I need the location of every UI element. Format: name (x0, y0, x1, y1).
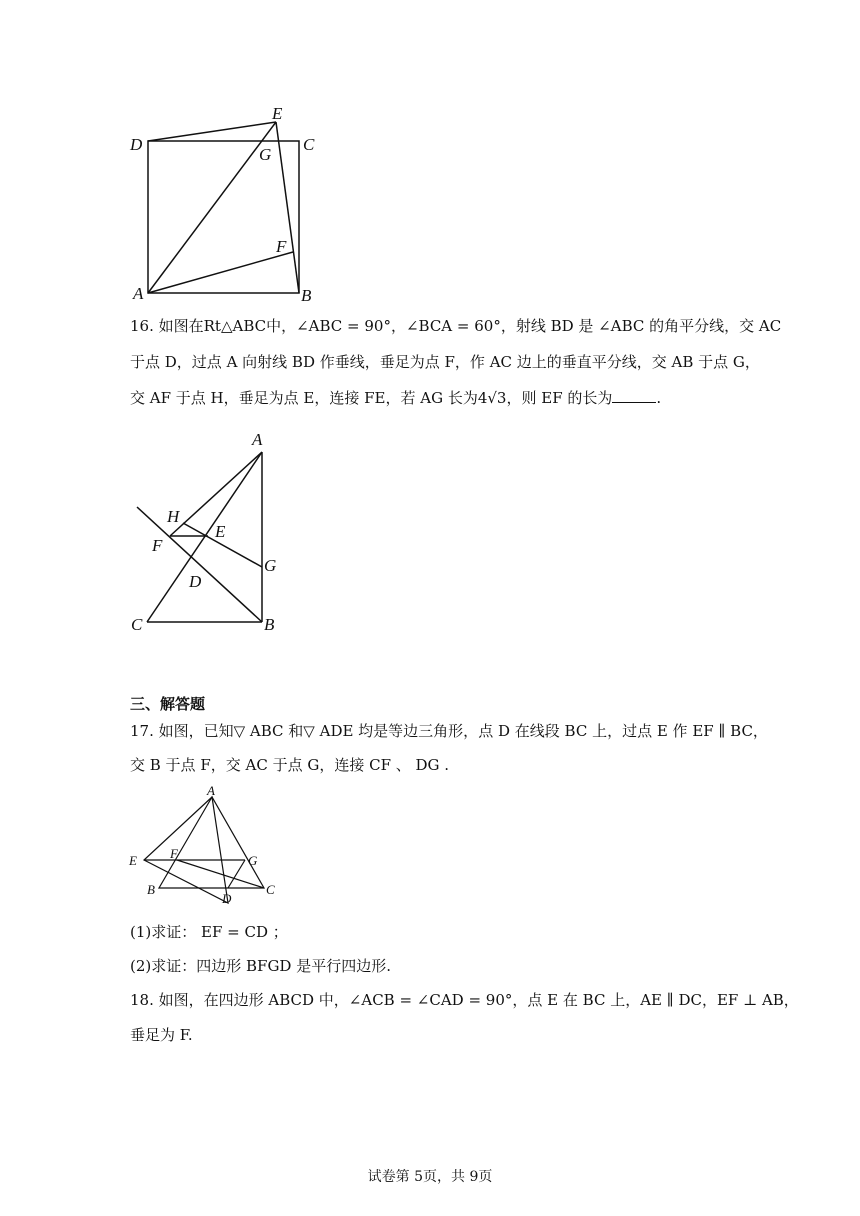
q16-line3 (130, 388, 730, 408)
label-e: E (272, 104, 283, 123)
square-abcd (148, 141, 299, 293)
segment-ca (147, 452, 262, 622)
section-heading: 三、解答题 (130, 695, 206, 713)
q16-ag-value: 4√3 (477, 389, 507, 407)
q17-line2: 交 B 于点 F，交 AC 于点 G，连接 CF 、 DG . (130, 756, 450, 774)
label-b: B (147, 882, 155, 897)
segment-eb (276, 122, 299, 293)
label-f: F (152, 536, 163, 555)
q17-line1: 17. 如图，已知▽ ABC 和▽ ADE 均是等边三角形，点 D 在线段 BC 上，过点 E 作 EF ∥ BC， (130, 722, 768, 740)
label-e: E (215, 522, 226, 541)
label-g: G (248, 853, 258, 868)
segment-dg (228, 860, 245, 888)
q16-line2: 于点 D，过点 A 向射线 BD 作垂线，垂足为点 F，作 AC 边上的垂直平分线，交 AB 于点 G， (130, 353, 760, 371)
label-f: F (170, 846, 178, 861)
segment-ae (148, 122, 276, 293)
label-f: F (276, 237, 287, 256)
figure-16 (125, 425, 295, 640)
page-footer: 试卷第 5页，共 9页 (367, 1169, 493, 1185)
label-b: B (264, 615, 275, 634)
q18-line1: 18. 如图，在四边形 ABCD 中，∠ACB = ∠CAD = 90°，点 E 在 BC 上，AE ∥ DC，EF ⊥ AB， (130, 991, 799, 1009)
label-d: D (189, 572, 202, 591)
segment-af (148, 252, 293, 293)
label-c: C (303, 135, 315, 154)
label-d: D (222, 891, 232, 905)
q18-line2: 垂足为 F. (130, 1026, 193, 1044)
figure-15 (125, 100, 325, 305)
label-c: C (131, 615, 143, 634)
q16-line3-a: 交 AF 于点 H，垂足为点 E，连接 FE，若 AG 长为 (130, 389, 478, 407)
label-b: B (301, 286, 312, 305)
label-a: A (133, 284, 144, 303)
q16-line1: 16. 如图在Rt△ABC中，∠ABC = 90°，∠BCA = 60°，射线 BD 是 ∠ABC 的角平分线，交 AC (130, 317, 782, 335)
q16-line3-b: ，则 EF 的长为 (506, 389, 613, 407)
label-d: D (130, 135, 143, 154)
triangle-ade (144, 797, 228, 903)
triangle-abc (159, 797, 264, 888)
segment-de (148, 122, 276, 141)
label-a: A (207, 785, 215, 798)
q16-line3-end: . (656, 389, 662, 407)
figure-17 (125, 785, 285, 905)
label-h: H (167, 507, 180, 526)
ray-bd (137, 507, 262, 622)
label-g: G (264, 556, 277, 575)
label-a: A (252, 430, 263, 449)
label-e: E (129, 853, 137, 868)
label-c: C (266, 882, 275, 897)
label-g: G (259, 145, 272, 164)
q17-part1: (1)求证： EF = CD ； (130, 923, 288, 941)
q17-part2: (2)求证：四边形 BFGD 是平行四边形. (130, 957, 391, 975)
answer-blank[interactable] (612, 388, 656, 403)
